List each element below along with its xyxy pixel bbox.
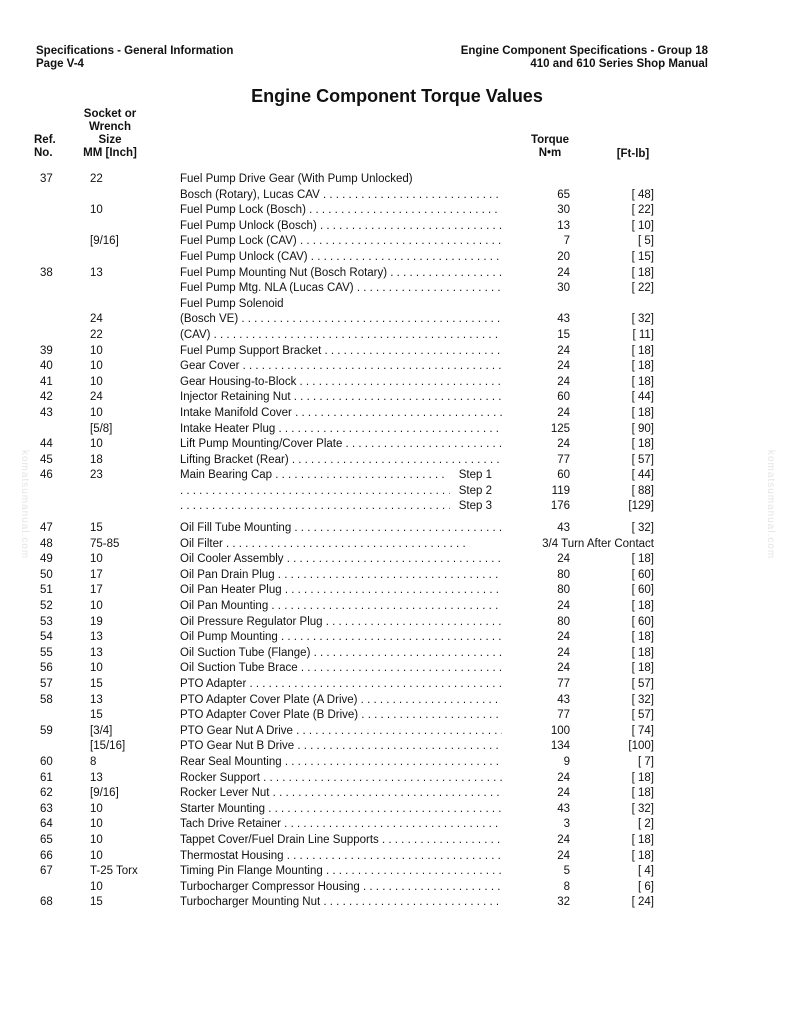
torque-ftlb: [ 57] <box>631 709 654 722</box>
component-description: Gear Housing-to-Block . . . <box>180 375 502 391</box>
torque-ftlb: [ 32] <box>631 802 654 815</box>
component-description: Starter Mounting . . . <box>180 802 502 818</box>
table-row <box>0 188 794 204</box>
socket-size: 10 <box>90 344 103 357</box>
socket-size: [5/8] <box>90 422 113 435</box>
group-title: Engine Component Specifications - Group 18 <box>460 45 708 57</box>
torque-nm: 77 <box>557 453 570 466</box>
socket-size: 22 <box>90 173 103 185</box>
ref-number: 68 <box>40 896 53 909</box>
table-row <box>0 359 794 375</box>
torque-nm: 43 <box>557 313 570 326</box>
torque-ftlb: [ 18] <box>631 787 654 800</box>
torque-nm: 176 <box>550 500 570 513</box>
torque-ftlb: [ 18] <box>631 771 654 784</box>
torque-ftlb: [ 18] <box>631 553 654 566</box>
socket-size: 10 <box>90 833 103 846</box>
torque-ftlb: [ 74] <box>631 724 654 737</box>
torque-nm: 65 <box>557 188 570 201</box>
torque-ftlb: [ 18] <box>631 375 654 388</box>
torque-ftlb: [ 57] <box>631 453 654 466</box>
torque-nm: 24 <box>557 360 570 373</box>
component-description: PTO Gear Nut B Drive . . . <box>180 739 502 755</box>
column-header-torque-nm: Torque N•m <box>530 134 570 159</box>
torque-nm: 43 <box>557 693 570 706</box>
torque-ftlb: [ 22] <box>631 282 654 295</box>
table-row <box>0 537 794 553</box>
table-row <box>0 583 794 599</box>
component-description: PTO Adapter Cover Plate (A Drive) . . . <box>180 693 502 709</box>
component-description: Fuel Pump Drive Gear (With Pump Unlocked) <box>180 173 413 185</box>
ref-number: 43 <box>40 406 53 419</box>
torque-ftlb: [100] <box>628 740 654 753</box>
table-row <box>0 250 794 266</box>
torque-ftlb: [ 5] <box>638 235 654 248</box>
component-description: Intake Manifold Cover . . . <box>180 406 502 422</box>
torque-ftlb: [ 44] <box>631 469 654 482</box>
table-row <box>0 281 794 297</box>
component-description: Turbocharger Mounting Nut . . . <box>180 895 502 911</box>
table-row <box>0 724 794 740</box>
watermark-right: komatsumanual.com <box>765 450 776 560</box>
table-row <box>0 833 794 849</box>
component-description: Fuel Pump Unlock (Bosch) . . . <box>180 219 502 235</box>
table-row <box>0 422 794 438</box>
torque-nm: 24 <box>557 375 570 388</box>
ref-number: 37 <box>40 173 53 185</box>
table-row <box>0 880 794 896</box>
torque-ftlb: [ 32] <box>631 693 654 706</box>
ref-number: 50 <box>40 568 53 581</box>
torque-nm: 9 <box>563 755 570 768</box>
component-description: Thermostat Housing . . . <box>180 849 502 865</box>
component-description: Rocker Lever Nut . . . <box>180 786 502 802</box>
torque-nm: 3 <box>563 818 570 831</box>
component-description: Bosch (Rotary), Lucas CAV . . . <box>180 188 502 204</box>
socket-size: 10 <box>90 406 103 419</box>
table-row <box>0 266 794 282</box>
torque-ftlb: [ 18] <box>631 360 654 373</box>
socket-size: 10 <box>90 204 103 217</box>
watermark-left: komatsumanual.com <box>19 450 30 560</box>
socket-size: 24 <box>90 313 103 326</box>
component-description: Oil Fill Tube Mounting . . . <box>180 521 502 537</box>
ref-number: 56 <box>40 662 53 675</box>
ref-number: 61 <box>40 771 53 784</box>
ref-number: 59 <box>40 724 53 737</box>
component-description: Lifting Bracket (Rear) . . . <box>180 453 502 469</box>
socket-size: 15 <box>90 678 103 690</box>
torque-ftlb: [ 11] <box>632 328 654 341</box>
torque-ftlb: [ 18] <box>631 600 654 613</box>
torque-ftlb: [ 2] <box>638 818 654 831</box>
tightening-step: Step 2 <box>458 484 492 497</box>
torque-nm: 80 <box>557 584 570 597</box>
torque-nm: 77 <box>557 678 570 690</box>
torque-nm: 15 <box>557 328 570 341</box>
socket-size: 22 <box>90 328 103 341</box>
torque-nm: 30 <box>557 282 570 295</box>
table-row <box>0 219 794 235</box>
socket-size: T-25 Torx <box>90 865 138 878</box>
component-description: Fuel Pump Lock (CAV) . . . <box>180 234 502 250</box>
table-row <box>0 771 794 787</box>
torque-nm: 24 <box>557 849 570 862</box>
torque-nm: 20 <box>557 250 570 263</box>
tightening-step: Step 1 <box>458 469 492 482</box>
torque-nm: 125 <box>550 422 570 435</box>
torque-ftlb: [ 18] <box>631 406 654 419</box>
torque-ftlb: [ 22] <box>631 204 654 217</box>
torque-nm: 30 <box>557 204 570 217</box>
component-description: Fuel Pump Mtg. NLA (Lucas CAV) . . . <box>180 281 502 297</box>
ref-number: 40 <box>40 360 53 373</box>
table-row <box>0 297 794 313</box>
torque-nm: 24 <box>557 662 570 675</box>
torque-nm: 32 <box>557 896 570 909</box>
component-description: Oil Filter . . . <box>180 537 470 553</box>
torque-ftlb: [ 24] <box>631 896 654 909</box>
ref-number: 47 <box>40 522 53 535</box>
ref-number: 57 <box>40 678 53 690</box>
socket-size: 17 <box>90 584 103 597</box>
component-description: (Bosch VE) . . . <box>180 312 502 328</box>
column-header-ref: Ref. No. <box>34 134 56 159</box>
ref-number: 41 <box>40 375 53 388</box>
torque-ftlb: [ 32] <box>631 313 654 326</box>
torque-nm: 5 <box>563 865 570 878</box>
table-row <box>0 739 794 755</box>
component-description: Fuel Pump Unlock (CAV) . . . <box>180 250 502 266</box>
ref-number: 49 <box>40 553 53 566</box>
table-row <box>0 390 794 406</box>
table-row <box>0 693 794 709</box>
torque-ftlb: [ 44] <box>631 391 654 404</box>
torque-ftlb: [ 4] <box>638 865 654 878</box>
component-description: Fuel Pump Solenoid <box>180 297 284 310</box>
torque-ftlb: [ 15] <box>631 250 654 263</box>
page-number: Page V-4 <box>36 58 84 70</box>
table-row <box>0 630 794 646</box>
socket-size: 13 <box>90 693 103 706</box>
socket-size: 24 <box>90 391 103 404</box>
torque-nm: 24 <box>557 406 570 419</box>
component-description: (CAV) . . . <box>180 328 502 344</box>
table-row <box>0 708 794 724</box>
socket-size: 10 <box>90 553 103 566</box>
running-header-right <box>461 45 708 71</box>
torque-nm: 119 <box>551 484 570 497</box>
tightening-step: Step 3 <box>458 500 492 513</box>
socket-size: 10 <box>90 662 103 675</box>
component-description: Turbocharger Compressor Housing . . . <box>180 880 502 896</box>
torque-nm: 80 <box>557 568 570 581</box>
socket-size: [9/16] <box>90 235 119 248</box>
running-header-left <box>36 45 233 71</box>
table-row <box>0 895 794 911</box>
component-description: Fuel Pump Support Bracket . . . <box>180 344 502 360</box>
torque-nm: 8 <box>563 880 570 893</box>
table-row <box>0 312 794 328</box>
torque-ftlb: [ 18] <box>631 344 654 357</box>
socket-size: 19 <box>90 615 103 628</box>
torque-nm: 13 <box>557 219 570 232</box>
ref-number: 51 <box>40 584 53 597</box>
socket-size: [15/16] <box>90 740 126 753</box>
page-title: Engine Component Torque Values <box>251 86 543 106</box>
table-row <box>0 786 794 802</box>
torque-nm: 24 <box>557 646 570 659</box>
socket-size: 13 <box>90 266 103 279</box>
table-row <box>0 755 794 771</box>
component-description: Injector Retaining Nut . . . <box>180 390 502 406</box>
component-description: Lift Pump Mounting/Cover Plate . . . <box>180 437 502 453</box>
torque-ftlb: [ 18] <box>631 662 654 675</box>
ref-number: 62 <box>40 787 53 800</box>
component-description: Oil Pan Heater Plug . . . <box>180 583 502 599</box>
torque-ftlb: [ 18] <box>631 646 654 659</box>
component-description: PTO Adapter . . . <box>180 677 502 693</box>
socket-size: 15 <box>90 522 103 535</box>
ref-number: 60 <box>40 755 53 768</box>
table-row <box>0 172 794 188</box>
socket-size: 13 <box>90 631 103 644</box>
ref-number: 53 <box>40 615 53 628</box>
torque-nm: 43 <box>557 522 570 535</box>
table-row <box>0 234 794 250</box>
component-description: Fuel Pump Lock (Bosch) . . . <box>180 203 502 219</box>
torque-nm: 24 <box>557 787 570 800</box>
ref-number: 66 <box>40 849 53 862</box>
table-row <box>0 375 794 391</box>
torque-ftlb: [ 48] <box>631 188 654 201</box>
ref-number: 54 <box>40 631 53 644</box>
torque-nm: 80 <box>557 615 570 628</box>
component-description: PTO Adapter Cover Plate (B Drive) . . . <box>180 708 502 724</box>
table-row <box>0 864 794 880</box>
socket-size: 10 <box>90 360 103 373</box>
table-row <box>0 646 794 662</box>
column-header-ftlb: [Ft-lb] <box>616 148 650 160</box>
torque-nm: 24 <box>557 833 570 846</box>
component-description: Rear Seal Mounting . . . <box>180 755 502 771</box>
ref-number: 58 <box>40 693 53 706</box>
socket-size: 15 <box>90 896 103 909</box>
component-description: Gear Cover . . . <box>180 359 502 375</box>
table-row <box>0 484 794 500</box>
manual-title: 410 and 610 Series Shop Manual <box>530 58 708 70</box>
table-row <box>0 437 794 453</box>
socket-size: 75-85 <box>90 537 120 550</box>
table-row <box>0 661 794 677</box>
socket-size: 10 <box>90 438 103 451</box>
ref-number: 52 <box>40 600 53 613</box>
torque-ftlb: [ 60] <box>631 584 654 597</box>
column-header-size: Socket or Wrench Size MM [Inch] <box>83 108 137 159</box>
torque-nm: 24 <box>557 631 570 644</box>
ref-number: 55 <box>40 646 53 659</box>
socket-size: 13 <box>90 771 103 784</box>
torque-nm: 24 <box>557 438 570 451</box>
section-title: Specifications - General Information <box>36 45 234 57</box>
ref-number: 38 <box>40 266 53 279</box>
table-row <box>0 521 794 537</box>
torque-ftlb: [ 18] <box>631 438 654 451</box>
socket-size: 10 <box>90 818 103 831</box>
component-description: Oil Suction Tube (Flange) . . . <box>180 646 502 662</box>
table-row <box>0 552 794 568</box>
component-description: Oil Pan Drain Plug . . . <box>180 568 502 584</box>
torque-ftlb: [ 18] <box>631 631 654 644</box>
torque-ftlb: [ 18] <box>631 849 654 862</box>
torque-note: 3/4 Turn After Contact <box>542 537 654 550</box>
component-description: Oil Suction Tube Brace . . . <box>180 661 502 677</box>
torque-nm: 77 <box>557 709 570 722</box>
torque-ftlb: [ 60] <box>631 615 654 628</box>
component-description: Oil Pump Mounting . . . <box>180 630 502 646</box>
torque-nm: 100 <box>550 724 570 737</box>
torque-ftlb: [ 60] <box>631 568 654 581</box>
ref-number: 63 <box>40 802 53 815</box>
socket-size: 10 <box>90 849 103 862</box>
torque-nm: 24 <box>557 344 570 357</box>
ref-number: 65 <box>40 833 53 846</box>
socket-size: 18 <box>90 453 103 466</box>
component-description: Tach Drive Retainer . . . <box>180 817 502 833</box>
torque-nm: 60 <box>557 469 570 482</box>
socket-size: 10 <box>90 802 103 815</box>
table-row <box>0 468 794 484</box>
socket-size: [9/16] <box>90 787 119 800</box>
table-row <box>0 406 794 422</box>
socket-size: 10 <box>90 375 103 388</box>
torque-nm: 24 <box>557 771 570 784</box>
torque-ftlb: [ 7] <box>638 755 654 768</box>
component-description: Timing Pin Flange Mounting . . . <box>180 864 502 880</box>
torque-nm: 134 <box>550 740 570 753</box>
torque-ftlb: [ 18] <box>631 266 654 279</box>
ref-number: 39 <box>40 344 53 357</box>
table-row <box>0 499 794 515</box>
torque-ftlb: [ 57] <box>631 678 654 690</box>
torque-nm: 24 <box>557 600 570 613</box>
torque-nm: 7 <box>563 235 570 248</box>
ref-number: 46 <box>40 469 53 482</box>
ref-number: 48 <box>40 537 53 550</box>
torque-ftlb: [ 18] <box>631 833 654 846</box>
socket-size: 10 <box>90 880 103 893</box>
table-row <box>0 802 794 818</box>
socket-size: 13 <box>90 646 103 659</box>
table-row <box>0 849 794 865</box>
component-description: Intake Heater Plug . . . <box>180 422 502 438</box>
socket-size: 8 <box>90 755 97 768</box>
torque-ftlb: [ 6] <box>638 880 654 893</box>
component-description: Oil Pan Mounting . . . <box>180 599 502 615</box>
torque-table <box>0 172 794 911</box>
socket-size: 10 <box>90 600 103 613</box>
table-row <box>0 615 794 631</box>
socket-size: [3/4] <box>90 724 113 737</box>
ref-number: 64 <box>40 818 53 831</box>
component-description: Oil Pressure Regulator Plug . . . <box>180 615 502 631</box>
table-row <box>0 453 794 469</box>
torque-ftlb: [ 10] <box>631 219 654 232</box>
table-row <box>0 817 794 833</box>
torque-nm: 24 <box>557 553 570 566</box>
component-description: Fuel Pump Mounting Nut (Bosch Rotary) . . . <box>180 266 502 282</box>
torque-ftlb: [ 90] <box>631 422 654 435</box>
socket-size: 17 <box>90 568 103 581</box>
torque-ftlb: [129] <box>628 500 654 513</box>
table-row <box>0 203 794 219</box>
table-row <box>0 599 794 615</box>
table-row <box>0 344 794 360</box>
component-description: Rocker Support . . . <box>180 771 502 787</box>
table-row <box>0 568 794 584</box>
component-description: Tappet Cover/Fuel Drain Line Supports . . . <box>180 833 502 849</box>
torque-nm: 24 <box>557 266 570 279</box>
socket-size: 23 <box>90 469 103 482</box>
component-description: Oil Cooler Assembly . . . <box>180 552 502 568</box>
ref-number: 44 <box>40 438 53 451</box>
table-row <box>0 677 794 693</box>
torque-nm: 60 <box>557 391 570 404</box>
table-row <box>0 328 794 344</box>
ref-number: 67 <box>40 865 53 878</box>
torque-ftlb: [ 88] <box>631 484 654 497</box>
torque-nm: 43 <box>557 802 570 815</box>
ref-number: 42 <box>40 391 53 404</box>
component-description: Main Bearing Cap . . . <box>180 468 445 484</box>
torque-ftlb: [ 32] <box>631 522 654 535</box>
component-description: PTO Gear Nut A Drive . . . <box>180 724 502 740</box>
ref-number: 45 <box>40 453 53 466</box>
socket-size: 15 <box>90 709 103 722</box>
